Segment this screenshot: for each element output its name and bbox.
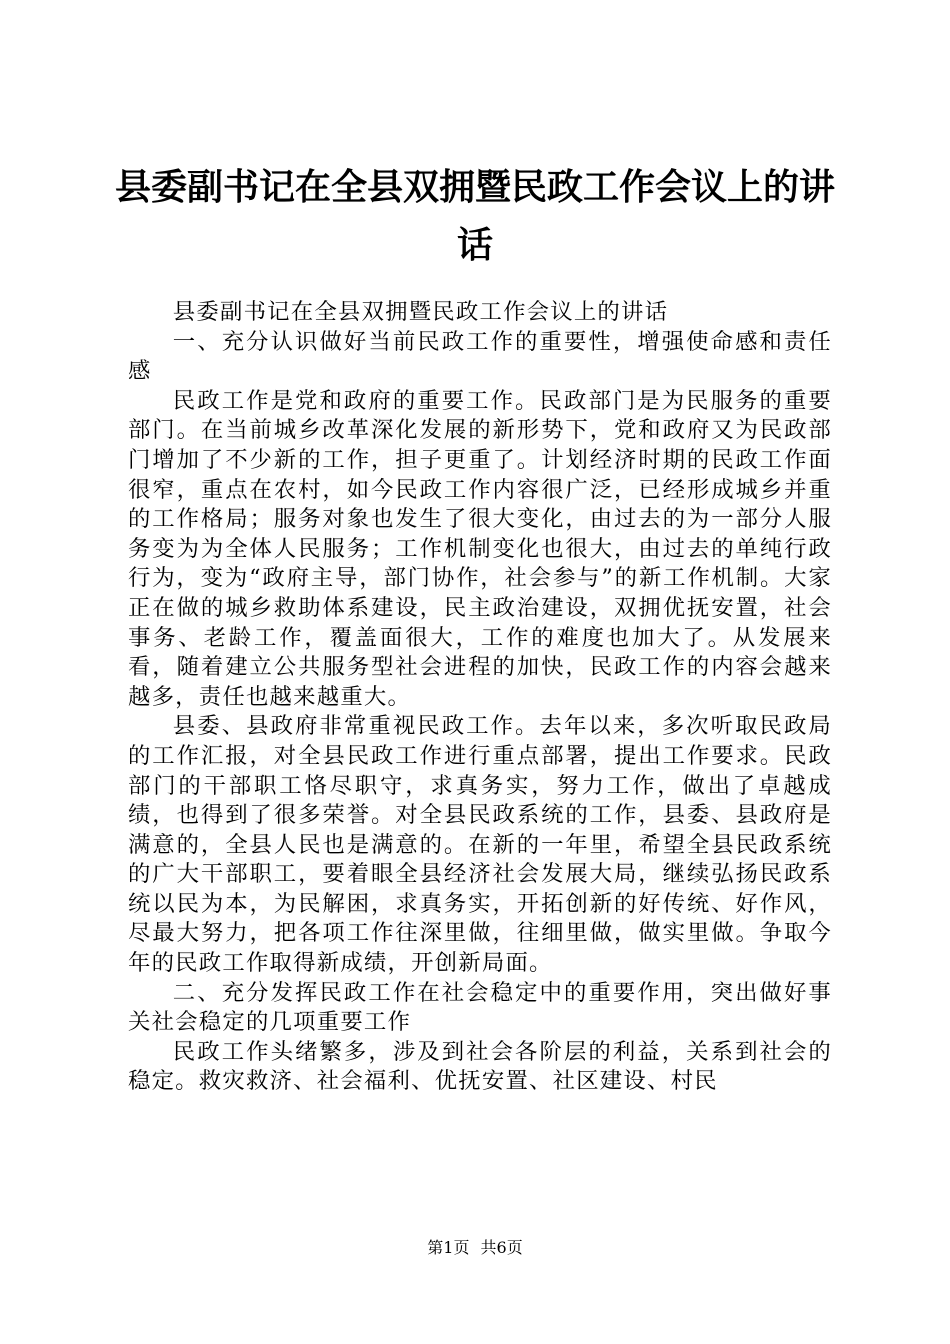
paragraph: 县委、县政府非常重视民政工作。去年以来，多次听取民政局的工作汇报，对全县民政工作进行重点部署，提出工作要求。民政部门的干部职工恪尽职守，求真务实，努力工作，做出了卓越成绩，也得到了很多荣誉。对全县民政系统的工作，县委、县政府是满意的，全县人民也是满意的。在新的一年里，希望全县民政系统的广大干部职工，要着眼全县经济社会发展大局，继续弘扬民政系统以民为本，为民解困，求真务实，开拓创新的好传统、好作风，尽最大努力，把各项工作往深里做，往细里做，做实里做。争取今年的民政工作取得新成绩，开创新局面。: [128, 713, 832, 977]
document-title: 县委副书记在全县双拥暨民政工作会议上的讲话: [114, 166, 835, 266]
section-heading-2: 二、充分发挥民政工作在社会稳定中的重要作用，突出做好事关社会稳定的几项重要工作: [128, 979, 832, 1036]
section-heading-1: 一、充分认识做好当前民政工作的重要性，增强使命感和责任感: [128, 328, 832, 385]
page-footer: [0, 1238, 950, 1258]
paragraph: 民政工作头绪繁多，涉及到社会各阶层的利益，关系到社会的稳定。救灾救济、社会福利、优抚安置、社区建设、村民: [128, 1038, 832, 1095]
page-number: 第1页: [427, 1238, 470, 1257]
document-body: [128, 298, 832, 1097]
paragraph-heading-repeat: 县委副书记在全县双拥暨民政工作会议上的讲话: [172, 299, 669, 325]
page-total: 共6页: [480, 1238, 523, 1257]
paragraph: 民政工作是党和政府的重要工作。民政部门是为民服务的重要部门。在当前城乡改革深化发展的新形势下，党和政府又为民政部门增加了不少新的工作，担子更重了。计划经济时期的民政工作面很窄，重点在农村，如今民政工作内容很广泛，已经形成城乡并重的工作格局；服务对象也发生了很大变化，由过去的为一部分人服务变为为全体人民服务；工作机制变化也很大，由过去的单纯行政行为，变为“政府主导，部门协作，社会参与”的新工作机制。大家正在做的城乡救助体系建设，民主政治建设，双拥优抚安置，社会事务、老龄工作，覆盖面很大，工作的难度也加大了。从发展来看，随着建立公共服务型社会进程的加快，民政工作的内容会越来越多，责任也越来越重大。: [128, 387, 832, 710]
